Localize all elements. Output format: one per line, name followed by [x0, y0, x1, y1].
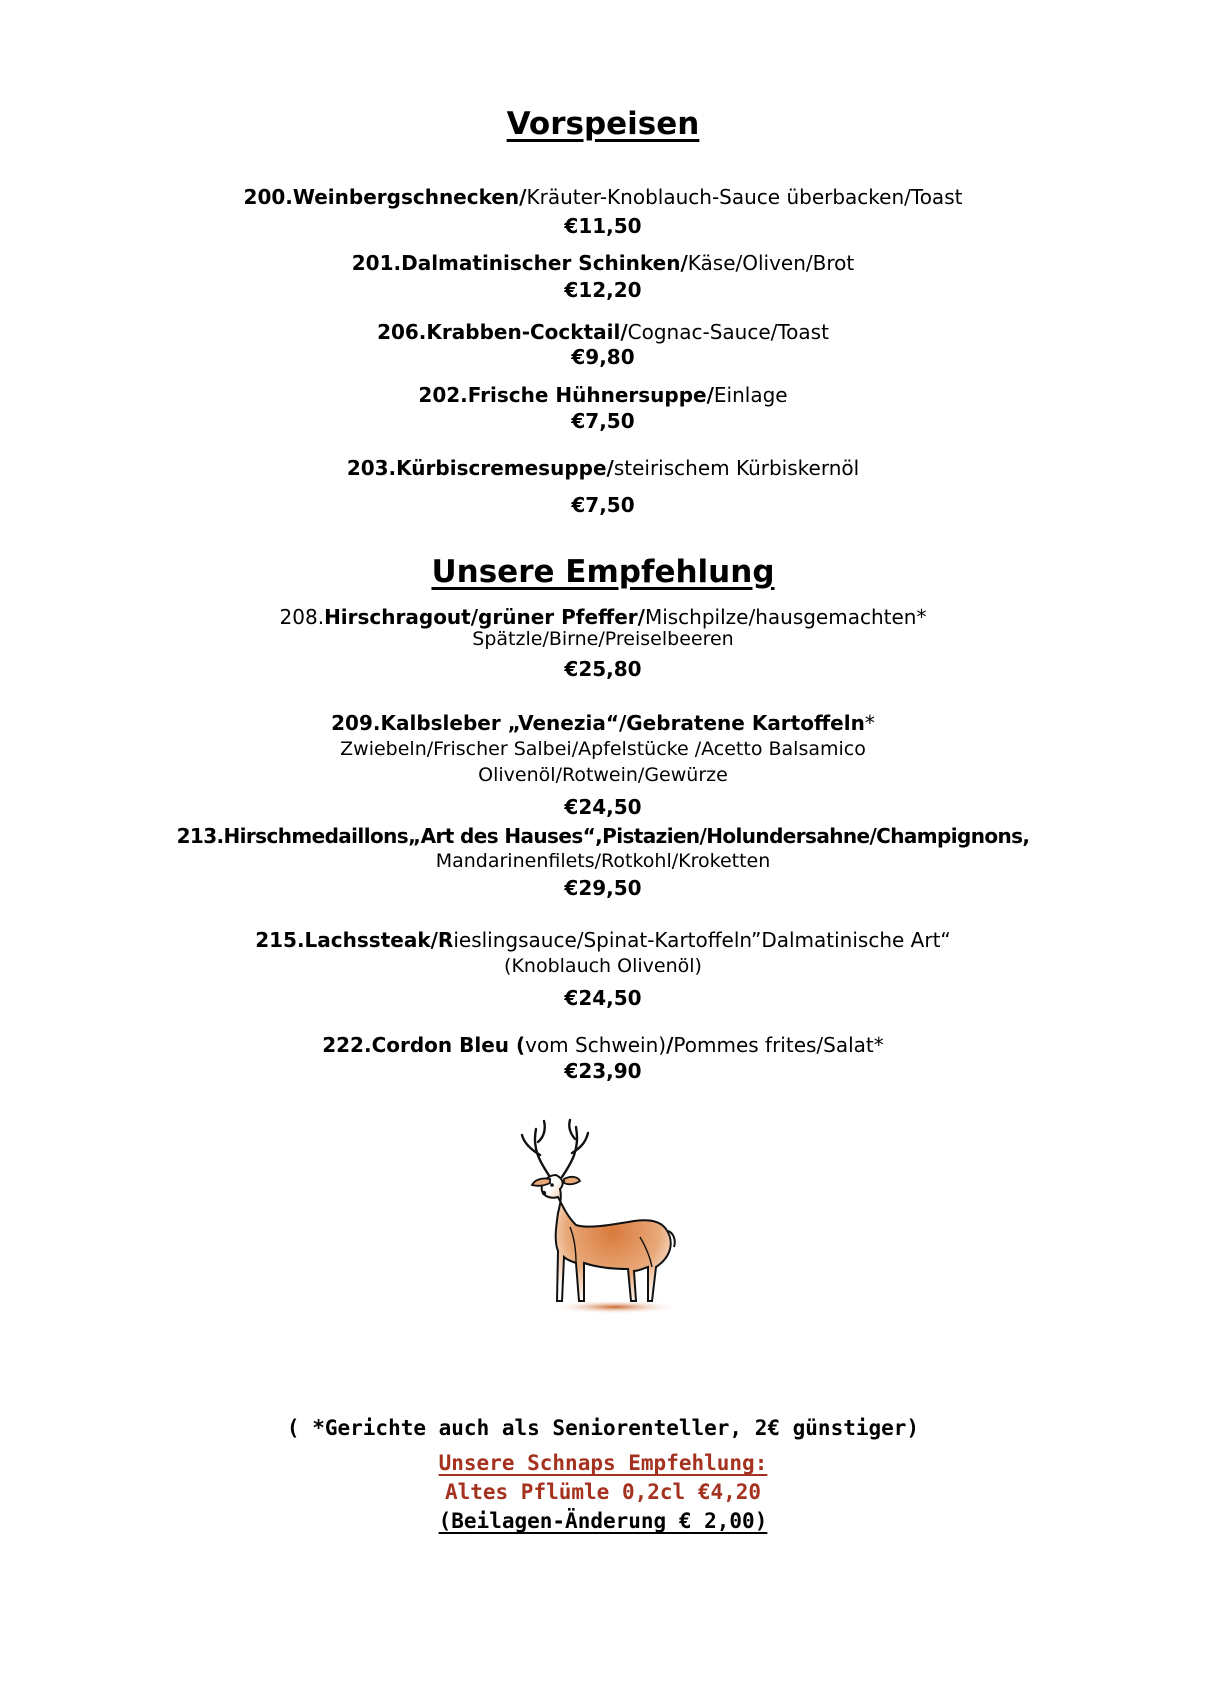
item-name: 206.Krabben-Cocktail/ — [377, 320, 628, 344]
menu-item-203 — [0, 456, 1206, 480]
item-name: Hirschragout/grüner Pfeffer/ — [324, 605, 645, 629]
menu-item-208 — [0, 605, 1206, 629]
item-number: 208. — [279, 605, 325, 629]
deer-icon — [510, 1117, 705, 1317]
item-name: 222.Cordon Bleu ( — [322, 1033, 526, 1057]
item-desc: Käse/Oliven/Brot — [687, 251, 855, 275]
schnaps-title: Unsere Schnaps Empfehlung: — [438, 1451, 768, 1475]
section-title-empfehlung: Unsere Empfehlung — [431, 554, 775, 590]
menu-item-206 — [0, 320, 1206, 344]
item-name: 202.Frische Hühnersuppe/ — [418, 383, 714, 407]
item-desc: Kräuter-Knoblauch-Sauce überbacken/Toast — [526, 185, 963, 209]
item-name: 203.Kürbiscremesuppe/ — [346, 456, 614, 480]
item-desc-2: Pommes frites/Salat* — [673, 1033, 884, 1057]
item-desc: steirischem Kürbiskernöl — [613, 456, 860, 480]
item-price-202: €7,50 — [571, 409, 635, 433]
item-star: * — [864, 711, 875, 735]
item-price-213: €29,50 — [564, 876, 642, 900]
menu-item-202 — [0, 383, 1206, 407]
item-desc: vom Schwein) — [525, 1033, 667, 1057]
item-price-201: €12,20 — [564, 278, 642, 302]
item-name-sep: / — [666, 1033, 674, 1057]
item-price-208: €25,80 — [564, 657, 642, 681]
senior-note: ( *Gerichte auch als Seniorenteller, 2€ günstiger) — [286, 1416, 920, 1440]
item-price-209: €24,50 — [564, 795, 642, 819]
item-desc-208-line2: Spätzle/Birne/Preiselbeeren — [472, 628, 734, 650]
item-name: 201.Dalmatinischer Schinken/ — [351, 251, 688, 275]
item-price-222: €23,90 — [564, 1059, 642, 1083]
menu-item-200 — [0, 185, 1206, 209]
beilagen-note: (Beilagen-Änderung € 2,00) — [438, 1509, 768, 1533]
item-desc-209-line2: Olivenöl/Rotwein/Gewürze — [478, 764, 728, 786]
item-desc: Cognac-Sauce/Toast — [627, 320, 829, 344]
menu-item-213: 213.Hirschmedaillons„Art des Hauses“,Pistazien/Holundersahne/Champignons, — [176, 824, 1030, 848]
item-desc-213: Mandarinenfilets/Rotkohl/Kroketten — [435, 850, 771, 872]
item-name: 200.Weinbergschnecken/ — [243, 185, 527, 209]
menu-item-209 — [0, 711, 1206, 735]
item-desc-215-line2: (Knoblauch Olivenöl) — [504, 955, 702, 977]
item-price-200: €11,50 — [564, 214, 642, 238]
section-title-vorspeisen: Vorspeisen — [506, 106, 700, 142]
menu-item-215 — [0, 928, 1206, 952]
item-desc: Einlage — [713, 383, 788, 407]
item-price-215: €24,50 — [564, 986, 642, 1010]
menu-item-222 — [0, 1033, 1206, 1057]
item-name: 215.Lachssteak/R — [255, 928, 454, 952]
item-desc: ieslingsauce/Spinat-Kartoffeln”Dalmatinische Art“ — [453, 928, 951, 952]
item-name: 209.Kalbsleber „Venezia“/Gebratene Kartoffeln — [331, 711, 865, 735]
item-price-203: €7,50 — [571, 493, 635, 517]
item-desc: Mischpilze/hausgemachten* — [644, 605, 927, 629]
schnaps-item: Altes Pflümle 0,2cl €4,20 — [444, 1480, 762, 1504]
item-price-206: €9,80 — [571, 345, 635, 369]
menu-item-201 — [0, 251, 1206, 275]
item-desc-209: Zwiebeln/Frischer Salbei/Apfelstücke /Acetto Balsamico — [340, 738, 866, 760]
